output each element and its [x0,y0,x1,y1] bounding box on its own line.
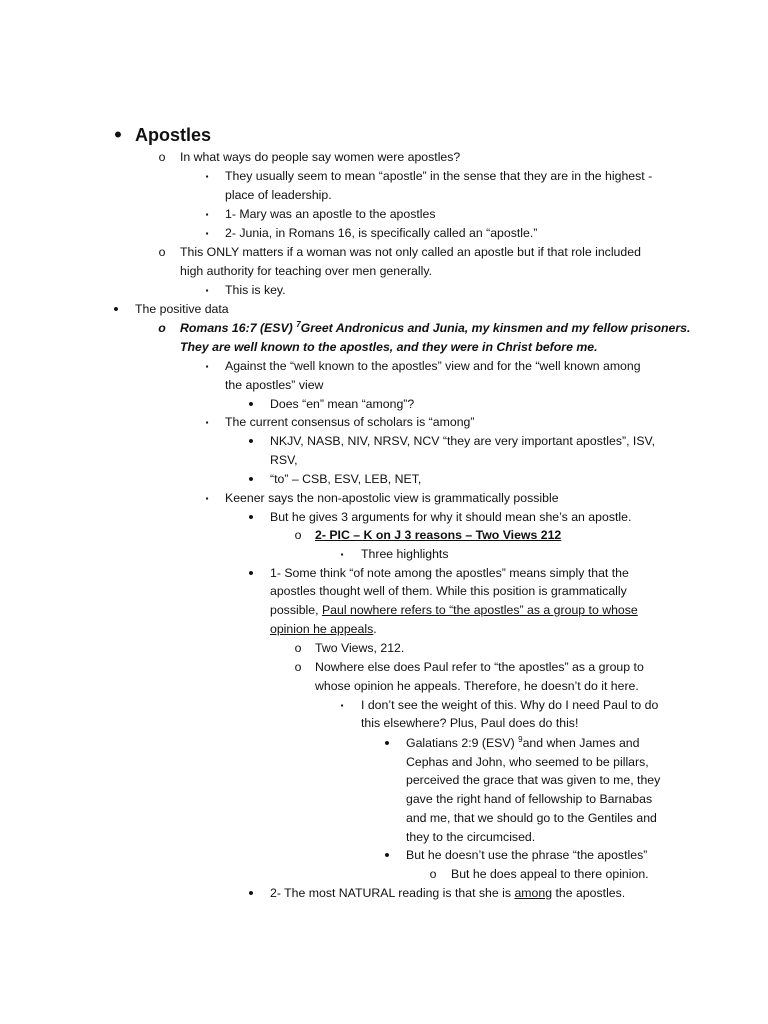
scripture-reference: Galatians 2:9 (ESV) [406,736,515,750]
outline-item-continuation: RSV, [270,453,298,467]
bullet-marker: • [113,301,119,318]
outline-item-continuation: this elsewhere? Plus, Paul does do this! [361,716,579,730]
scripture-text-continuation: Cephas and John, who seemed to be pillars, [406,755,649,769]
outline-item: “to” – CSB, ESV, LEB, NET, [270,472,422,486]
scripture-text-continuation: gave the right hand of fellowship to Barnabas [406,792,653,806]
circle-marker: o [158,150,166,164]
outline-item: But he doesn’t use the phrase “the apostles” [406,848,648,862]
outline-item: Against the “well known to the apostles” view and for the “well known among [225,359,641,373]
scripture-quote [180,319,690,338]
square-marker: ▪ [205,172,209,181]
scripture-text-continuation: They are well known to the apostles, and they were in Christ before me. [180,340,598,354]
circle-marker: o [294,641,302,655]
outline-item: The current consensus of scholars is “among” [225,415,475,429]
square-marker: ▪ [205,418,209,427]
square-marker: ▪ [205,210,209,219]
text-run: the apostles. [552,886,626,900]
circle-marker: o [429,867,437,881]
verse-number: 9 [518,735,523,744]
outline-item: 1- Mary was an apostle to the apostles [225,207,436,221]
outline-item: Does “en” mean “among”? [270,397,415,411]
outline-item: But he does appeal to there opinion. [451,867,649,881]
scripture-text: Greet Andronicus and Junia, my kinsmen and my fellow prisoners. [300,321,691,335]
underlined-text: opinion he appeals [270,622,374,636]
scripture-quote [406,734,639,753]
outline-item: 1- Some think “of note among the apostles” means simply that the [270,566,629,580]
outline-item: Two Views, 212. [315,641,405,655]
scripture-text-continuation: perceived the grace that was given to me, they [406,773,661,787]
text-run: 2- The most NATURAL reading is that she is [270,886,515,900]
outline-item-continuation: place of leadership. [225,188,332,202]
section-heading-apostles: Apostles [135,125,212,145]
square-marker: ▪ [205,494,209,503]
outline-item-continuation: the apostles” view [225,378,324,392]
bullet-marker: • [248,885,254,902]
circle-marker: o [294,660,302,674]
square-marker: ▪ [205,229,209,238]
bullet-marker: • [248,396,254,413]
outline-item: 2- PIC – K on J 3 reasons – Two Views 212 [315,528,562,542]
outline-item: They usually seem to mean “apostle” in the sense that they are in the highest - [225,169,653,183]
verse-number: 7 [296,320,301,329]
outline-item-continuation: high authority for teaching over men generally. [180,264,433,278]
bullet-marker: • [248,433,254,450]
scripture-reference: Romans 16:7 (ESV) [180,321,293,335]
bullet-marker: • [248,565,254,582]
outline-item: This is key. [225,283,286,297]
bullet-marker: • [248,509,254,526]
outline-item: Nowhere else does Paul refer to “the apostles” as a group to [315,660,644,674]
bullet-marker: • [384,735,390,752]
bullet-marker: • [384,847,390,864]
outline-item-continuation: apostles thought well of them. While this position is grammatically [270,584,627,598]
outline-item: But he gives 3 arguments for why it should mean she’s an apostle. [270,510,632,524]
square-marker: ▪ [205,286,209,295]
circle-marker: o [294,528,302,542]
square-marker: ▪ [340,550,344,559]
outline-item [270,884,625,903]
outline-item: I don’t see the weight of this. Why do I need Paul to do [361,698,659,712]
outline-item: This ONLY matters if a woman was not only called an apostle but if that role included [180,245,641,259]
text-run: . [373,622,377,636]
outline-item: Three highlights [361,547,449,561]
outline-item-continuation [270,620,377,639]
outline-item: Keener says the non-apostolic view is grammatically possible [225,491,559,505]
outline-item: 2- Junia, in Romans 16, is specifically called an “apostle.” [225,226,538,240]
circle-marker: o [158,245,166,259]
bullet-marker: • [114,122,122,147]
outline-item-continuation: whose opinion he appeals. Therefore, he doesn’t do it here. [315,679,639,693]
outline-item: NKJV, NASB, NIV, NRSV, NCV “they are very important apostles”, ISV, [270,434,656,448]
text-run: possible, [270,603,322,617]
outline-item-continuation [270,601,638,620]
scripture-text-continuation: and me, that we should go to the Gentiles and [406,811,657,825]
bullet-marker: • [248,471,254,488]
square-marker: ▪ [205,362,209,371]
underlined-text: among [514,886,553,900]
circle-marker: o [158,321,166,335]
outline-item: In what ways do people say women were apostles? [180,150,461,164]
outline-item: The positive data [135,302,229,316]
square-marker: ▪ [340,701,344,710]
underlined-text: Paul nowhere refers to “the apostles” as a group to whose [321,603,638,617]
scripture-text: and when James and [522,736,640,750]
scripture-text-continuation: they to the circumcised. [406,830,536,844]
